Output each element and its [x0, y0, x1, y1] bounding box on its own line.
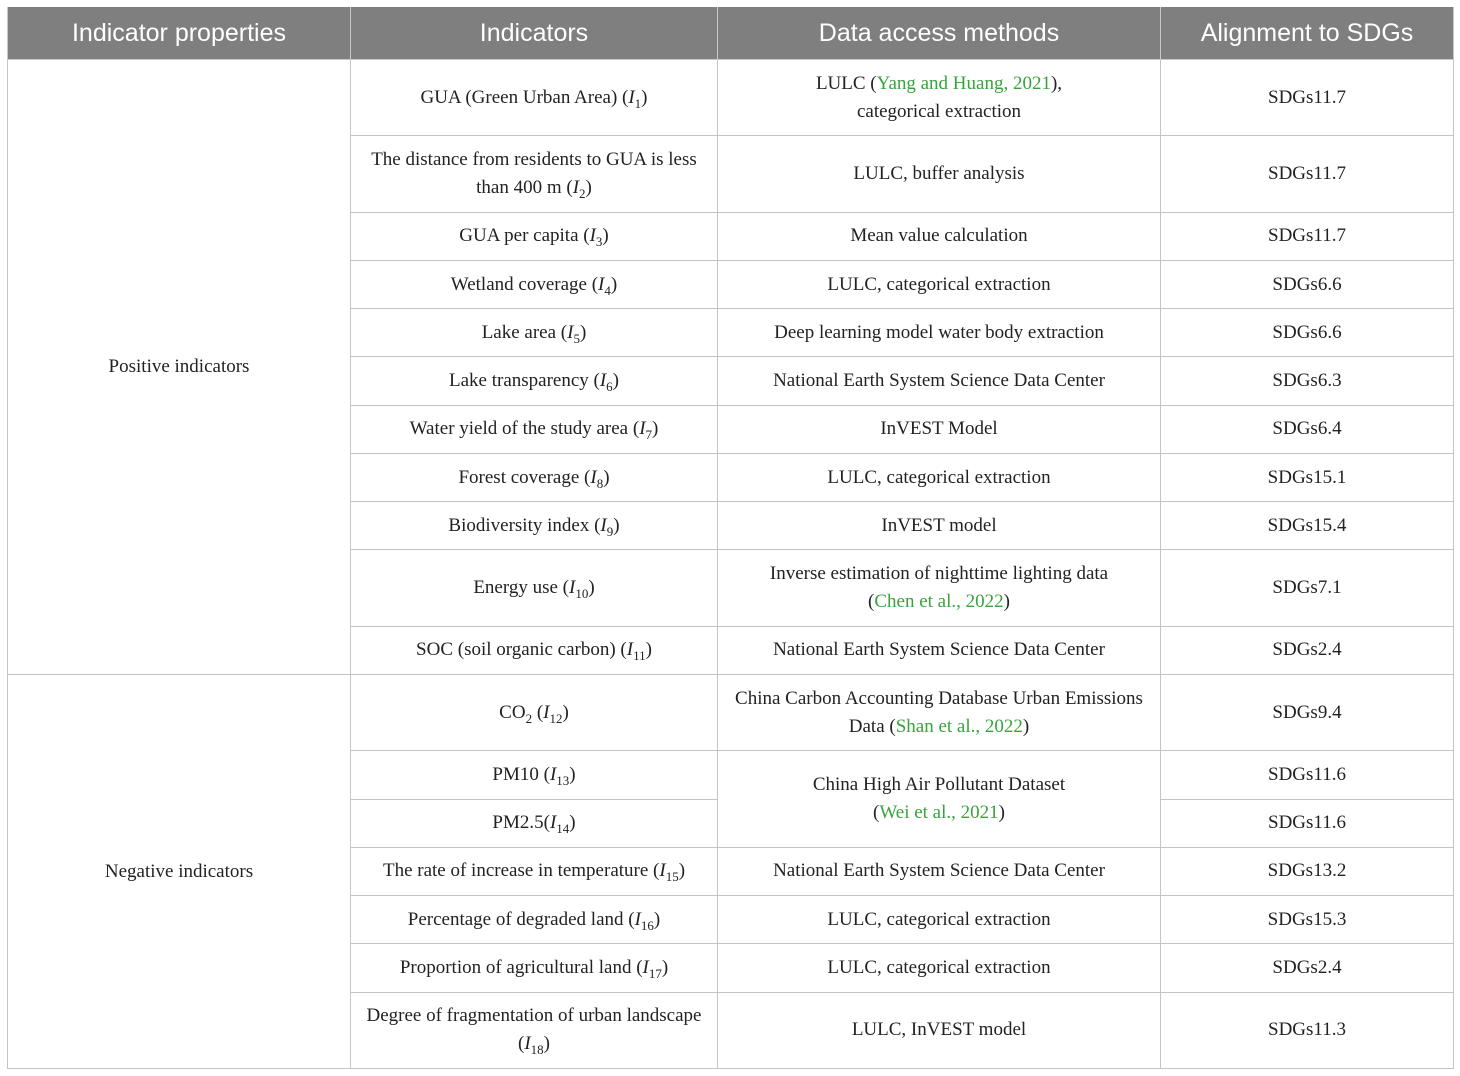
- sdg-cell: SDGs6.6: [1161, 309, 1454, 357]
- sdg-cell: SDGs6.3: [1161, 357, 1454, 405]
- indicator-cell: GUA per capita $(I_3)$: [351, 212, 718, 260]
- header-indicator-properties: Indicator properties: [8, 7, 351, 60]
- method-cell: Mean value calculation: [718, 212, 1161, 260]
- citation-link[interactable]: Wei et al., 2021: [879, 802, 999, 824]
- sdg-cell: SDGs13.2: [1161, 847, 1454, 895]
- sdg-cell: SDGs7.1: [1161, 550, 1454, 626]
- method-cell: LULC, categorical extraction: [718, 896, 1161, 944]
- indicator-cell: $CO_2$ $(I_{12})$: [351, 675, 718, 751]
- sdg-cell: SDGs6.4: [1161, 405, 1454, 453]
- sdg-cell: SDGs11.7: [1161, 136, 1454, 212]
- method-cell: Inverse estimation of nighttime lighting data (Chen et al., 2022): [718, 550, 1161, 626]
- sdg-cell: SDGs15.4: [1161, 502, 1454, 550]
- sdg-cell: SDGs2.4: [1161, 626, 1454, 674]
- indicator-cell: Forest coverage $(I_8)$: [351, 453, 718, 501]
- indicator-cell: Lake area $(I_5)$: [351, 309, 718, 357]
- group-positive: Positive indicators: [8, 60, 351, 675]
- method-cell: China High Air Pollutant Dataset (Wei et al., 2021): [718, 751, 1161, 847]
- indicator-table: [7, 7, 1454, 1069]
- citation-link[interactable]: Yang and Huang, 2021: [876, 72, 1051, 94]
- header-row: [8, 7, 1454, 60]
- citation-link[interactable]: Chen et al., 2022: [874, 591, 1004, 613]
- sdg-cell: SDGs15.3: [1161, 896, 1454, 944]
- sdg-cell: SDGs15.1: [1161, 453, 1454, 501]
- indicator-cell: Degree of fragmentation of urban landscape $(I_{18})$: [351, 992, 718, 1068]
- method-cell: LULC (Yang and Huang, 2021), categorical extraction: [718, 60, 1161, 136]
- method-cell: LULC, categorical extraction: [718, 260, 1161, 308]
- sdg-cell: SDGs9.4: [1161, 675, 1454, 751]
- method-cell: InVEST Model: [718, 405, 1161, 453]
- indicator-cell: Wetland coverage $(I_4)$: [351, 260, 718, 308]
- indicator-cell: Water yield of the study area $(I_7)$: [351, 405, 718, 453]
- sdg-cell: SDGs6.6: [1161, 260, 1454, 308]
- method-cell: LULC, buffer analysis: [718, 136, 1161, 212]
- sdg-cell: SDGs11.7: [1161, 60, 1454, 136]
- group-negative: Negative indicators: [8, 675, 351, 1069]
- method-cell: InVEST model: [718, 502, 1161, 550]
- sdg-cell: SDGs2.4: [1161, 944, 1454, 992]
- method-cell: National Earth System Science Data Center: [718, 847, 1161, 895]
- sdg-cell: SDGs11.3: [1161, 992, 1454, 1068]
- method-cell: National Earth System Science Data Center: [718, 626, 1161, 674]
- sdg-cell: SDGs11.6: [1161, 799, 1454, 847]
- sdg-cell: SDGs11.6: [1161, 751, 1454, 799]
- table-row: [8, 675, 1454, 751]
- indicator-cell: Percentage of degraded land $(I_{16})$: [351, 896, 718, 944]
- indicator-cell: Energy use $(I_{10})$: [351, 550, 718, 626]
- header-alignment-sdgs: Alignment to SDGs: [1161, 7, 1454, 60]
- indicator-cell: Proportion of agricultural land $(I_{17})$: [351, 944, 718, 992]
- indicator-cell: The distance from residents to GUA is less than 400 m $(I_2)$: [351, 136, 718, 212]
- table-row: [8, 60, 1454, 136]
- sdg-cell: SDGs11.7: [1161, 212, 1454, 260]
- indicator-cell: SOC (soil organic carbon) $(I_{11})$: [351, 626, 718, 674]
- indicator-cell: Lake transparency $(I_6)$: [351, 357, 718, 405]
- header-indicators: Indicators: [351, 7, 718, 60]
- header-data-access-methods: Data access methods: [718, 7, 1161, 60]
- indicator-cell: $PM2.5(I_{14})$: [351, 799, 718, 847]
- citation-link[interactable]: Shan et al., 2022: [895, 715, 1023, 737]
- indicator-cell: GUA (Green Urban Area) $(I_1)$: [351, 60, 718, 136]
- indicator-cell: PM10 $(I_{13})$: [351, 751, 718, 799]
- method-cell: China Carbon Accounting Database Urban Emissions Data (Shan et al., 2022): [718, 675, 1161, 751]
- method-cell: LULC, InVEST model: [718, 992, 1161, 1068]
- method-cell: LULC, categorical extraction: [718, 453, 1161, 501]
- method-cell: Deep learning model water body extraction: [718, 309, 1161, 357]
- method-cell: LULC, categorical extraction: [718, 944, 1161, 992]
- method-cell: National Earth System Science Data Center: [718, 357, 1161, 405]
- indicator-cell: Biodiversity index $(I_9)$: [351, 502, 718, 550]
- indicator-cell: The rate of increase in temperature $(I_{15})$: [351, 847, 718, 895]
